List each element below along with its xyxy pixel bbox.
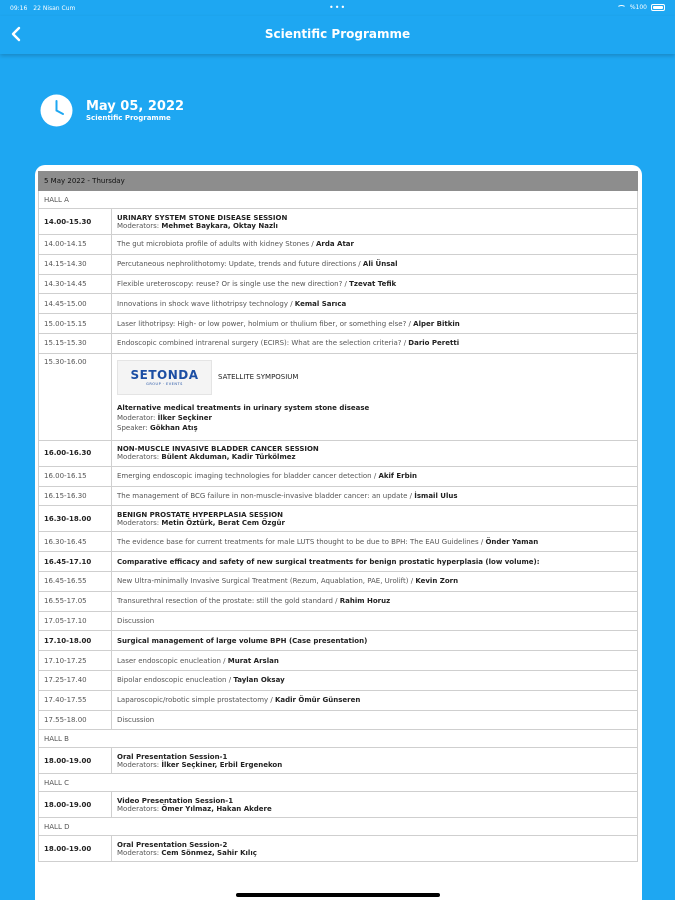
time-cell: 17.25-17.40 xyxy=(39,670,112,690)
talk-cell xyxy=(112,690,638,710)
symposium-label: SATELLITE SYMPOSIUM xyxy=(218,373,299,382)
moderator-label: Moderators: xyxy=(117,221,160,230)
speaker-label: Speaker: xyxy=(117,423,148,432)
time-cell: 15.00-15.15 xyxy=(39,314,112,334)
programme-card[interactable] xyxy=(35,165,642,900)
time-cell: 14.15-14.30 xyxy=(39,254,112,274)
time-cell: 16.30-16.45 xyxy=(39,532,112,552)
talk-title: Transurethral resection of the prostate: still the gold standard / xyxy=(117,597,338,606)
talk-title: Flexible ureteroscopy: reuse? Or is single use the new direction? / xyxy=(117,279,347,288)
time-cell: 14.00-14.15 xyxy=(39,235,112,255)
time-cell: 15.30-16.00 xyxy=(39,353,112,440)
date-subtitle: Scientific Programme xyxy=(86,113,171,122)
moderator-label: Moderators: xyxy=(117,848,160,857)
time-cell: 16.45-16.55 xyxy=(39,571,112,591)
moderator-names: İlker Seçkiner xyxy=(157,413,212,422)
talk-title: New Ultra-minimally Invasive Surgical Treatment (Rezum, Aquablation, PAE, Urolift) / xyxy=(117,577,414,586)
moderator-names: Cem Sönmez, Sahir Kılıç xyxy=(161,848,257,857)
moderator-names: İlker Seçkiner, Erbil Ergenekon xyxy=(161,760,283,769)
talk-cell xyxy=(112,670,638,690)
moderator-label: Moderators: xyxy=(117,518,160,527)
talk-cell xyxy=(112,591,638,611)
speaker-name: Kevin Zorn xyxy=(415,577,459,586)
moderator-label: Moderators: xyxy=(117,804,160,813)
date-header xyxy=(40,94,184,127)
subsession-row[interactable] xyxy=(39,552,638,572)
talk-row[interactable] xyxy=(39,591,638,611)
wifi-icon xyxy=(617,5,626,11)
session-row[interactable] xyxy=(39,836,638,862)
moderator-names: Mehmet Baykara, Oktay Nazlı xyxy=(161,221,278,230)
clock-icon xyxy=(40,94,73,127)
speaker-name: Alper Bitkin xyxy=(413,319,460,328)
talk-title: Laparoscopic/robotic simple prostatectomy / xyxy=(117,696,273,705)
talk-row[interactable] xyxy=(39,235,638,255)
session-row[interactable] xyxy=(39,440,638,466)
hall-label: HALL A xyxy=(39,191,638,209)
talk-cell xyxy=(112,571,638,591)
session-cell xyxy=(112,440,638,466)
time-cell: 16.00-16.30 xyxy=(39,440,112,466)
time-cell: 16.55-17.05 xyxy=(39,591,112,611)
session-row[interactable] xyxy=(39,792,638,818)
speaker-name: Rahim Horuz xyxy=(339,597,391,606)
session-cell xyxy=(112,792,638,818)
symposium-title: Alternative medical treatments in urinary system stone disease xyxy=(117,403,370,412)
time-cell: 17.40-17.55 xyxy=(39,690,112,710)
time-cell: 17.05-17.10 xyxy=(39,611,112,631)
talk-row[interactable] xyxy=(39,333,638,353)
session-title: Video Presentation Session-1 xyxy=(117,796,234,805)
talk-cell xyxy=(112,294,638,314)
time-cell: 16.45-17.10 xyxy=(39,552,112,572)
speaker-name: Taylan Oksay xyxy=(233,676,285,685)
status-time: 09:16 xyxy=(10,5,28,12)
session-cell xyxy=(112,506,638,532)
talk-cell xyxy=(112,651,638,671)
speaker-name: Kemal Sarıca xyxy=(294,299,347,308)
time-cell: 16.30-18.00 xyxy=(39,506,112,532)
talk-row[interactable] xyxy=(39,651,638,671)
subsession-title: Comparative efficacy and safety of new surgical treatments for benign prostatic hyperplasia (low volume): xyxy=(112,552,638,572)
speaker-name: Gökhan Atış xyxy=(149,423,198,432)
battery-icon xyxy=(651,4,665,11)
hall-label: HALL C xyxy=(39,774,638,792)
talk-cell xyxy=(112,254,638,274)
session-row[interactable] xyxy=(39,506,638,532)
status-bar xyxy=(0,0,675,16)
sponsor-logo xyxy=(117,360,212,395)
talk-cell xyxy=(112,486,638,506)
page-title: Scientific Programme xyxy=(264,27,411,41)
talk-title: Innovations in shock wave lithotripsy technology / xyxy=(117,299,293,308)
discussion-row[interactable] xyxy=(39,710,638,730)
speaker-name: Murat Arslan xyxy=(227,656,279,665)
discussion-label: Discussion xyxy=(112,611,638,631)
speaker-name: Önder Yaman xyxy=(485,537,539,546)
session-cell xyxy=(112,836,638,862)
talk-cell xyxy=(112,333,638,353)
logo-text: SETONDA xyxy=(130,368,199,383)
moderator-names: Bülent Akduman, Kadir Türkölmez xyxy=(161,453,296,462)
satellite-symposium-row[interactable] xyxy=(39,353,638,440)
talk-title: Emerging endoscopic imaging technologies for bladder cancer detection / xyxy=(117,472,377,481)
speaker-name: Dario Peretti xyxy=(408,339,460,348)
hall-row xyxy=(39,730,638,748)
speaker-name: İsmail Ulus xyxy=(414,491,458,500)
talk-row[interactable] xyxy=(39,532,638,552)
hall-row xyxy=(39,818,638,836)
time-cell: 17.55-18.00 xyxy=(39,710,112,730)
time-cell: 16.00-16.15 xyxy=(39,466,112,486)
talk-title: The management of BCG failure in non-muscle-invasive bladder cancer: an update / xyxy=(117,491,413,500)
time-cell: 17.10-18.00 xyxy=(39,631,112,651)
time-cell: 17.10-17.25 xyxy=(39,651,112,671)
session-row[interactable] xyxy=(39,209,638,235)
speaker-name: Akif Erbin xyxy=(378,472,418,481)
date-title: May 05, 2022 xyxy=(86,98,185,114)
time-cell: 16.15-16.30 xyxy=(39,486,112,506)
moderator-names: Metin Öztürk, Berat Cem Özgür xyxy=(161,518,285,527)
talk-row[interactable] xyxy=(39,670,638,690)
talk-title: Endoscopic combined intrarenal surgery (ECIRS): What are the selection criteria? / xyxy=(117,339,407,348)
session-title: NON-MUSCLE INVASIVE BLADDER CANCER SESSION xyxy=(117,445,319,454)
talk-row[interactable] xyxy=(39,294,638,314)
subsession-row[interactable] xyxy=(39,631,638,651)
time-cell: 15.15-15.30 xyxy=(39,333,112,353)
talk-cell xyxy=(112,466,638,486)
talk-title: Percutaneous nephrolithotomy: Update, trends and future directions / xyxy=(117,260,361,269)
day-header-row xyxy=(39,172,638,191)
speaker-name: Tzevat Tefik xyxy=(349,279,397,288)
programme-table xyxy=(38,171,638,862)
talk-cell xyxy=(112,314,638,334)
discussion-label: Discussion xyxy=(112,710,638,730)
time-cell: 14.30-14.45 xyxy=(39,274,112,294)
discussion-row[interactable] xyxy=(39,611,638,631)
symposium-cell xyxy=(112,353,638,440)
speaker-name: Ali Ünsal xyxy=(362,260,398,269)
moderator-label: Moderators: xyxy=(117,453,160,462)
home-indicator[interactable] xyxy=(236,893,440,897)
hall-label: HALL B xyxy=(39,730,638,748)
session-cell xyxy=(112,748,638,774)
talk-title: The evidence base for current treatments for male LUTS thought to be due to BPH: The EAU Guidelines / xyxy=(117,537,484,546)
session-title: Oral Presentation Session-1 xyxy=(117,752,228,761)
status-date: 22 Nisan Cum xyxy=(33,5,76,12)
session-row[interactable] xyxy=(39,748,638,774)
time-cell: 14.00-15.30 xyxy=(39,209,112,235)
talk-cell xyxy=(112,235,638,255)
talk-cell xyxy=(112,532,638,552)
moderator-label: Moderators: xyxy=(117,760,160,769)
talk-row[interactable] xyxy=(39,466,638,486)
multitask-dots-icon[interactable]: ••• xyxy=(329,3,347,12)
talk-title: Laser endoscopic enucleation / xyxy=(117,656,226,665)
time-cell: 14.45-15.00 xyxy=(39,294,112,314)
hall-row xyxy=(39,774,638,792)
talk-title: The gut microbiota profile of adults with kidney Stones / xyxy=(117,240,314,249)
logo-subtext: GROUP · EVENTS xyxy=(146,382,183,387)
hall-row xyxy=(39,191,638,209)
talk-row[interactable] xyxy=(39,571,638,591)
talk-title: Bipolar endoscopic enucleation / xyxy=(117,676,232,685)
session-title: Oral Presentation Session-2 xyxy=(117,840,228,849)
talk-row[interactable] xyxy=(39,486,638,506)
moderator-names: Ömer Yılmaz, Hakan Akdere xyxy=(161,804,272,813)
battery-percent: %100 xyxy=(629,4,647,11)
talk-row[interactable] xyxy=(39,690,638,710)
time-cell: 18.00-19.00 xyxy=(39,748,112,774)
time-cell: 18.00-19.00 xyxy=(39,792,112,818)
session-title: BENIGN PROSTATE HYPERPLASIA SESSION xyxy=(117,510,283,519)
hall-label: HALL D xyxy=(39,818,638,836)
session-title: URINARY SYSTEM STONE DISEASE SESSION xyxy=(117,213,288,222)
talk-row[interactable] xyxy=(39,314,638,334)
talk-cell xyxy=(112,274,638,294)
session-cell xyxy=(112,209,638,235)
talk-title: Laser lithotripsy: High- or low power, holmium or thulium fiber, or something else? / xyxy=(117,319,411,328)
talk-row[interactable] xyxy=(39,254,638,274)
day-header: 5 May 2022 - Thursday xyxy=(39,172,638,191)
time-cell: 18.00-19.00 xyxy=(39,836,112,862)
speaker-name: Arda Atar xyxy=(316,240,354,249)
subsession-title: Surgical management of large volume BPH (Case presentation) xyxy=(112,631,638,651)
speaker-name: Kadir Ömür Günseren xyxy=(274,696,361,705)
moderator-label: Moderator: xyxy=(117,413,156,422)
talk-row[interactable] xyxy=(39,274,638,294)
navigation-bar xyxy=(0,16,675,54)
